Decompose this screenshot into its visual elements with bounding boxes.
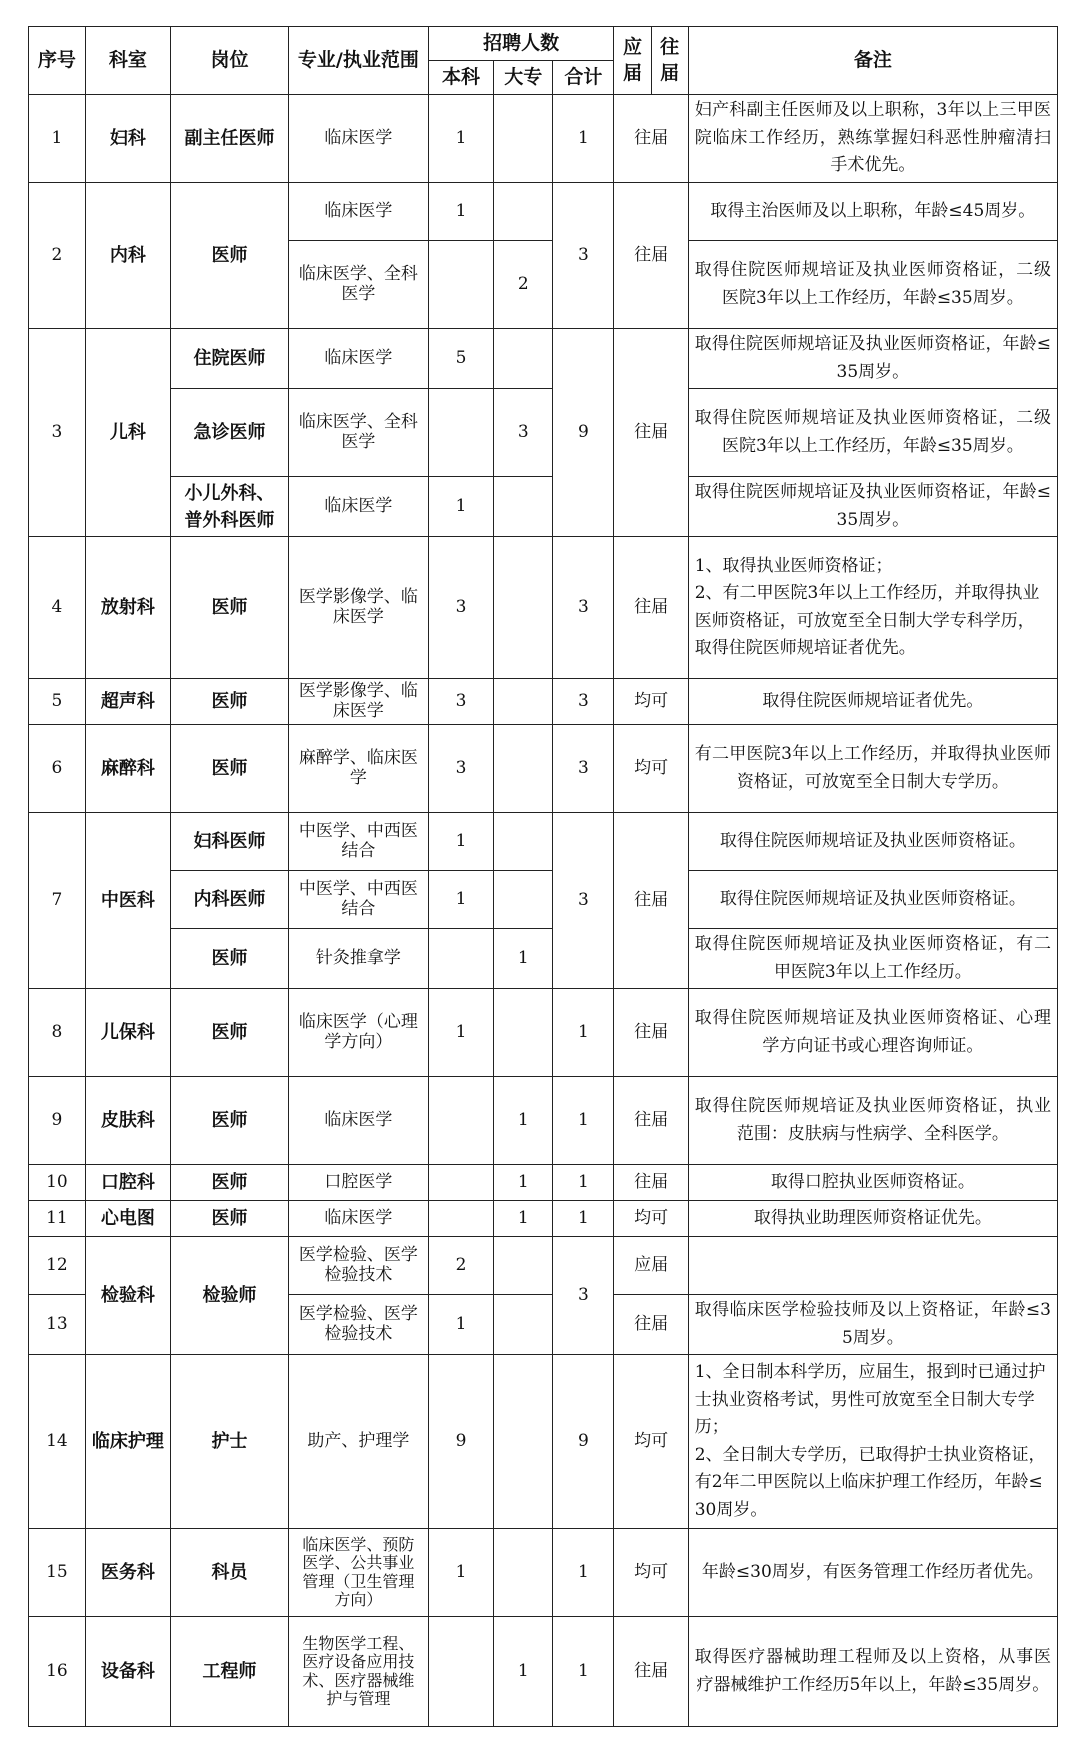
row-no: 1: [29, 95, 86, 183]
row-position: 医师: [171, 1077, 289, 1165]
row-grad: 往届: [614, 813, 688, 989]
row-no: 4: [29, 537, 86, 679]
header-total: 合计: [553, 61, 614, 95]
row-bachelor: 5: [428, 329, 494, 389]
row-grad: 往届: [614, 1077, 688, 1165]
table-row: [29, 1077, 1058, 1165]
row-bachelor: 1: [428, 1529, 494, 1617]
row-position: 医师: [171, 1165, 289, 1201]
row-dept: 口腔科: [85, 1165, 170, 1201]
table-row: [29, 679, 1058, 725]
row-grad: 均可: [614, 679, 688, 725]
row-notes: 取得住院医师规培证及执业医师资格证、心理学方向证书或心理咨询师证。: [688, 989, 1057, 1077]
row-position: 副主任医师: [171, 95, 289, 183]
row-college: [494, 477, 553, 537]
row-total: 1: [553, 1165, 614, 1201]
row-college: [494, 537, 553, 679]
row-position: 急诊医师: [171, 389, 289, 477]
row-bachelor: 1: [428, 813, 494, 871]
row-college: [494, 183, 553, 241]
row-bachelor: 1: [428, 989, 494, 1077]
row-major: 临床医学: [288, 1077, 428, 1165]
row-no: 12: [29, 1237, 86, 1295]
row-notes: 取得住院医师规培证及执业医师资格证。: [688, 871, 1057, 929]
row-no: 6: [29, 725, 86, 813]
row-position: 妇科医师: [171, 813, 289, 871]
table-row: [29, 477, 1058, 537]
row-notes: 取得住院医师规培证及执业医师资格证。: [688, 813, 1057, 871]
row-grad: 均可: [614, 1355, 688, 1529]
row-major: 中医学、中西医结合: [288, 871, 428, 929]
row-grad: 往届: [614, 329, 688, 537]
row-college: 2: [494, 241, 553, 329]
row-major: 临床医学: [288, 183, 428, 241]
row-major: 生物医学工程、医疗设备应用技术、医疗器械维护与管理: [288, 1617, 428, 1727]
row-major: 临床医学（心理学方向）: [288, 989, 428, 1077]
row-college: 1: [494, 929, 553, 989]
row-college: [494, 679, 553, 725]
row-total: 1: [553, 1617, 614, 1727]
row-major: 助产、护理学: [288, 1355, 428, 1529]
row-position: 检验师: [171, 1237, 289, 1355]
row-position: 医师: [171, 989, 289, 1077]
header-position: 岗位: [171, 27, 289, 95]
row-position: 医师: [171, 725, 289, 813]
row-college: [494, 725, 553, 813]
row-bachelor: 1: [428, 871, 494, 929]
row-major: 临床医学: [288, 329, 428, 389]
row-notes: 取得主治医师及以上职称，年龄≤45周岁。: [688, 183, 1057, 241]
row-no: 7: [29, 813, 86, 989]
row-dept: 妇科: [85, 95, 170, 183]
table-row: [29, 1165, 1058, 1201]
table-row: [29, 813, 1058, 871]
row-position: 科员: [171, 1529, 289, 1617]
row-major: 口腔医学: [288, 1165, 428, 1201]
row-no: 5: [29, 679, 86, 725]
header-major: 专业/执业范围: [288, 27, 428, 95]
row-notes: 1、取得执业医师资格证； 2、有二甲医院3年以上工作经历，并取得执业医师资格证，可放宽至全日制大学专科学历，取得住院医师规培证者优先。: [688, 537, 1057, 679]
row-total: 9: [553, 329, 614, 537]
row-college: [494, 95, 553, 183]
row-dept: 放射科: [85, 537, 170, 679]
row-no: 16: [29, 1617, 86, 1727]
row-dept: 医务科: [85, 1529, 170, 1617]
row-major: 中医学、中西医结合: [288, 813, 428, 871]
row-notes: 取得住院医师规培证及执业医师资格证，二级医院3年以上工作经历，年龄≤35周岁。: [688, 389, 1057, 477]
row-total: 3: [553, 537, 614, 679]
row-major: 临床医学: [288, 1201, 428, 1237]
row-grad: 往届: [614, 95, 688, 183]
row-notes: 取得住院医师规培证及执业医师资格证，年龄≤35周岁。: [688, 329, 1057, 389]
row-position: 工程师: [171, 1617, 289, 1727]
row-grad: 均可: [614, 1529, 688, 1617]
row-bachelor: 2: [428, 1237, 494, 1295]
row-dept: 儿科: [85, 329, 170, 537]
row-notes: 取得医疗器械助理工程师及以上资格，从事医疗器械维护工作经历5年以上，年龄≤35周岁。: [688, 1617, 1057, 1727]
row-college: 3: [494, 389, 553, 477]
row-major: 临床医学: [288, 477, 428, 537]
row-dept: 儿保科: [85, 989, 170, 1077]
row-bachelor: 1: [428, 1295, 494, 1355]
row-position: 内科医师: [171, 871, 289, 929]
row-no: 13: [29, 1295, 86, 1355]
row-notes: [688, 1237, 1057, 1295]
table-row: [29, 1617, 1058, 1727]
table-row: [29, 989, 1058, 1077]
table-row: [29, 389, 1058, 477]
row-no: 10: [29, 1165, 86, 1201]
row-college: [494, 329, 553, 389]
row-position: 医师: [171, 679, 289, 725]
row-no: 8: [29, 989, 86, 1077]
row-grad: 往届: [614, 1295, 688, 1355]
row-major: 临床医学、全科医学: [288, 389, 428, 477]
row-grad: 往届: [614, 537, 688, 679]
row-total: 3: [553, 813, 614, 989]
row-position: 住院医师: [171, 329, 289, 389]
row-no: 2: [29, 183, 86, 329]
header-college: 大专: [494, 61, 553, 95]
table-row: [29, 1355, 1058, 1529]
row-dept: 中医科: [85, 813, 170, 989]
header-bachelor: 本科: [428, 61, 494, 95]
table-row: [29, 1529, 1058, 1617]
row-dept: 麻醉科: [85, 725, 170, 813]
row-major: 针灸推拿学: [288, 929, 428, 989]
row-notes: 妇产科副主任医师及以上职称，3年以上三甲医院临床工作经历，熟练掌握妇科恶性肿瘤清扫手术优先。: [688, 95, 1057, 183]
row-bachelor: 3: [428, 679, 494, 725]
row-college: [494, 1355, 553, 1529]
row-position: 小儿外科、普外科医师: [171, 477, 289, 537]
row-no: 3: [29, 329, 86, 537]
row-position: 医师: [171, 929, 289, 989]
row-notes: 取得住院医师规培证者优先。: [688, 679, 1057, 725]
row-total: 3: [553, 725, 614, 813]
row-major: 麻醉学、临床医学: [288, 725, 428, 813]
row-position: 医师: [171, 183, 289, 329]
row-dept: 设备科: [85, 1617, 170, 1727]
table-row: [29, 871, 1058, 929]
row-notes: 有二甲医院3年以上工作经历，并取得执业医师资格证，可放宽至全日制大专学历。: [688, 725, 1057, 813]
row-grad: 往届: [614, 183, 688, 329]
row-major: 医学影像学、临床医学: [288, 537, 428, 679]
row-college: 1: [494, 1165, 553, 1201]
row-grad: 均可: [614, 1201, 688, 1237]
row-bachelor: [428, 929, 494, 989]
header-quota: 招聘人数: [428, 27, 614, 61]
row-no: 15: [29, 1529, 86, 1617]
row-notes: 年龄≤30周岁，有医务管理工作经历者优先。: [688, 1529, 1057, 1617]
table-row: [29, 183, 1058, 241]
recruitment-table: [28, 26, 1058, 1727]
row-grad: 往届: [614, 989, 688, 1077]
row-dept: 超声科: [85, 679, 170, 725]
row-total: 3: [553, 679, 614, 725]
row-college: [494, 1295, 553, 1355]
header-fresh: 应届: [614, 27, 651, 95]
row-college: [494, 1237, 553, 1295]
row-bachelor: [428, 1201, 494, 1237]
row-college: [494, 871, 553, 929]
row-bachelor: 1: [428, 95, 494, 183]
row-notes: 取得住院医师规培证及执业医师资格证，有二甲医院3年以上工作经历。: [688, 929, 1057, 989]
row-grad: 均可: [614, 725, 688, 813]
row-bachelor: 3: [428, 725, 494, 813]
row-total: 1: [553, 1201, 614, 1237]
row-bachelor: [428, 1165, 494, 1201]
row-bachelor: 1: [428, 477, 494, 537]
row-dept: 检验科: [85, 1237, 170, 1355]
row-college: 1: [494, 1617, 553, 1727]
row-college: [494, 989, 553, 1077]
row-major: 医学检验、医学检验技术: [288, 1237, 428, 1295]
row-total: 3: [553, 183, 614, 329]
row-position: 医师: [171, 1201, 289, 1237]
row-major: 医学影像学、临床医学: [288, 679, 428, 725]
row-total: 1: [553, 989, 614, 1077]
header-prior: 往届: [651, 27, 688, 95]
row-notes: 取得住院医师规培证及执业医师资格证，执业范围：皮肤病与性病学、全科医学。: [688, 1077, 1057, 1165]
row-major: 医学检验、医学检验技术: [288, 1295, 428, 1355]
row-bachelor: [428, 1077, 494, 1165]
row-notes: 1、全日制本科学历，应届生，报到时已通过护士执业资格考试，男性可放宽至全日制大专学历； 2、全日制大专学历，已取得护士执业资格证，有2年二甲医院以上临床护理工作经历，年龄≤30周岁。: [688, 1355, 1057, 1529]
table-row: [29, 329, 1058, 389]
row-notes: 取得口腔执业医师资格证。: [688, 1165, 1057, 1201]
row-dept: 皮肤科: [85, 1077, 170, 1165]
row-total: 1: [553, 1077, 614, 1165]
row-grad: 往届: [614, 1165, 688, 1201]
row-bachelor: 1: [428, 183, 494, 241]
header-dept: 科室: [85, 27, 170, 95]
row-notes: 取得执业助理医师资格证优先。: [688, 1201, 1057, 1237]
row-dept: 内科: [85, 183, 170, 329]
row-notes: 取得住院医师规培证及执业医师资格证，二级医院3年以上工作经历，年龄≤35周岁。: [688, 241, 1057, 329]
row-total: 3: [553, 1237, 614, 1355]
row-notes: 取得住院医师规培证及执业医师资格证，年龄≤35周岁。: [688, 477, 1057, 537]
table-row: [29, 1237, 1058, 1295]
table-row: [29, 95, 1058, 183]
row-college: 1: [494, 1201, 553, 1237]
row-major: 临床医学、预防医学、公共事业管理（卫生管理方向）: [288, 1529, 428, 1617]
row-no: 9: [29, 1077, 86, 1165]
table-row: [29, 929, 1058, 989]
row-notes: 取得临床医学检验技师及以上资格证，年龄≤35周岁。: [688, 1295, 1057, 1355]
row-bachelor: 3: [428, 537, 494, 679]
row-no: 14: [29, 1355, 86, 1529]
header-no: 序号: [29, 27, 86, 95]
row-position: 护士: [171, 1355, 289, 1529]
table-row: [29, 725, 1058, 813]
row-bachelor: [428, 1617, 494, 1727]
row-major: 临床医学、全科医学: [288, 241, 428, 329]
table-row: [29, 1201, 1058, 1237]
row-major: 临床医学: [288, 95, 428, 183]
row-dept: 心电图: [85, 1201, 170, 1237]
row-position: 医师: [171, 537, 289, 679]
row-college: [494, 813, 553, 871]
row-total: 9: [553, 1355, 614, 1529]
row-college: 1: [494, 1077, 553, 1165]
row-total: 1: [553, 1529, 614, 1617]
row-dept: 临床护理: [85, 1355, 170, 1529]
row-bachelor: [428, 389, 494, 477]
row-no: 11: [29, 1201, 86, 1237]
row-grad: 应届: [614, 1237, 688, 1295]
row-bachelor: [428, 241, 494, 329]
row-college: [494, 1529, 553, 1617]
header-notes: 备注: [688, 27, 1057, 95]
table-row: [29, 537, 1058, 679]
row-grad: 往届: [614, 1617, 688, 1727]
row-bachelor: 9: [428, 1355, 494, 1529]
row-total: 1: [553, 95, 614, 183]
